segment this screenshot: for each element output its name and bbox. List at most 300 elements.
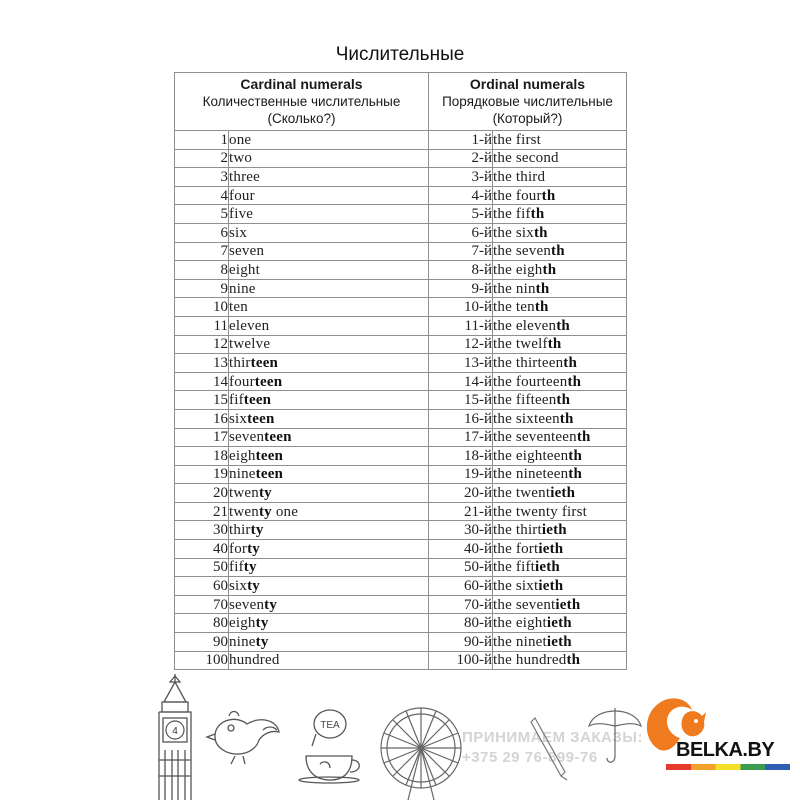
ordinal-number	[429, 614, 493, 633]
cardinal-number-text: 13	[213, 354, 228, 371]
umbrella-sketch	[585, 700, 645, 770]
ordinal-word-stem: the sixt	[493, 578, 539, 595]
ordinal-number-text: 2-й	[471, 150, 492, 167]
ordinal-word	[493, 577, 627, 596]
brand-name: BELKA.BY	[676, 739, 775, 761]
ordinal-word	[493, 465, 627, 484]
ordinal-word-stem: the thirt	[493, 522, 542, 539]
ordinal-word-stem: the second	[493, 150, 559, 167]
ordinal-word-stem: the seventeen	[493, 429, 577, 446]
ordinal-word-stem: the fourteen	[493, 373, 568, 390]
bird-sketch	[205, 706, 285, 766]
cardinal-number	[175, 242, 229, 261]
ordinal-word	[493, 354, 627, 373]
cardinal-number	[175, 372, 229, 391]
cardinal-number-text: 90	[213, 633, 228, 650]
table-row	[175, 354, 627, 373]
ordinal-number	[429, 261, 493, 280]
table-row	[175, 298, 627, 317]
cardinal-word	[229, 595, 429, 614]
ordinal-word-suffix: th	[534, 299, 549, 316]
table-row	[175, 484, 627, 503]
cardinal-word-suffix: ty	[264, 596, 278, 613]
ordinal-number	[429, 521, 493, 540]
cardinal-word-stem: ten	[229, 299, 248, 316]
cardinal-word-stem: seven	[229, 429, 265, 446]
cardinal-number	[175, 502, 229, 521]
ordinal-word	[493, 131, 627, 150]
cardinal-number	[175, 261, 229, 280]
ordinal-word-suffix: ieth	[550, 485, 576, 502]
cardinal-word-suffix: ty	[255, 615, 269, 632]
cardinal-word	[229, 298, 429, 317]
cardinal-number-text: 17	[213, 429, 228, 446]
ordinal-word-suffix: th	[542, 261, 557, 278]
cardinal-word	[229, 633, 429, 652]
ordinal-word-suffix: ieth	[541, 522, 567, 539]
cardinal-number-text: 30	[213, 522, 228, 539]
cardinal-word	[229, 131, 429, 150]
cardinal-number	[175, 205, 229, 224]
cardinal-number	[175, 521, 229, 540]
ordinal-number-text: 80-й	[463, 615, 492, 632]
cardinal-word	[229, 484, 429, 503]
ordinal-number-text: 4-й	[471, 187, 492, 204]
cardinal-word-suffix: ty	[255, 633, 269, 650]
cardinal-word	[229, 465, 429, 484]
table-row	[175, 558, 627, 577]
cardinal-word	[229, 428, 429, 447]
cardinal-number-text: 40	[213, 540, 228, 557]
ordinal-word-stem: the fifteen	[493, 392, 557, 409]
cardinal-word-stem: thir	[229, 354, 251, 371]
cardinal-word	[229, 391, 429, 410]
cardinal-word-stem: nine	[229, 633, 256, 650]
ordinal-word	[493, 298, 627, 317]
cardinal-word-stem: six	[229, 578, 248, 595]
cardinal-word-suffix: teen	[264, 429, 292, 446]
cardinal-word-stem: twen	[229, 485, 259, 502]
table-row	[175, 242, 627, 261]
cardinal-number-text: 100	[205, 652, 228, 669]
cardinal-word	[229, 261, 429, 280]
numerals-table	[174, 72, 627, 670]
ordinal-word-suffix: th	[568, 447, 583, 464]
ordinal-number	[429, 484, 493, 503]
page-title: Числительные	[335, 44, 465, 65]
pen-sketch	[525, 712, 575, 782]
ordinal-number-text: 6-й	[471, 224, 492, 241]
cardinal-number	[175, 447, 229, 466]
ordinal-number	[429, 223, 493, 242]
cardinal-number-text: 3	[220, 168, 228, 185]
ordinal-word-suffix: th	[530, 206, 545, 223]
ordinal-word-suffix: th	[559, 410, 574, 427]
ordinal-word-stem: the twelf	[493, 336, 548, 353]
ordinal-title-en: Ordinal numerals	[469, 76, 586, 92]
ordinal-question: (Который?)	[492, 111, 563, 126]
ordinal-word-stem: the nin	[493, 280, 536, 297]
ordinal-word	[493, 223, 627, 242]
ordinal-number-text: 15-й	[463, 392, 492, 409]
cardinal-number-text: 50	[213, 559, 228, 576]
cardinal-number-text: 1	[220, 131, 228, 148]
cardinal-word-stem: one	[229, 131, 252, 148]
cardinal-word-stem: hundred	[229, 652, 280, 669]
table-row	[175, 186, 627, 205]
table-header-row	[175, 73, 627, 131]
ordinal-word	[493, 242, 627, 261]
ordinal-word	[493, 614, 627, 633]
cardinal-word-stem: six	[229, 410, 248, 427]
cardinal-word	[229, 614, 429, 633]
cardinal-number-text: 20	[213, 485, 228, 502]
cardinal-number	[175, 186, 229, 205]
cardinal-number-text: 16	[213, 410, 228, 427]
cardinal-number	[175, 149, 229, 168]
cardinal-number-text: 9	[220, 280, 228, 297]
ordinal-header	[429, 73, 627, 131]
cardinal-word-stem: fif	[229, 392, 244, 409]
ordinal-number-text: 70-й	[463, 596, 492, 613]
ordinal-number-text: 8-й	[471, 261, 492, 278]
ordinal-number-text: 21-й	[463, 503, 492, 520]
cardinal-word	[229, 316, 429, 335]
cardinal-word-suffix: ty	[258, 503, 272, 520]
clock-label: 4	[172, 726, 178, 737]
cardinal-word-suffix: ty	[258, 485, 272, 502]
ordinal-word	[493, 595, 627, 614]
cardinal-word-stem: fif	[229, 559, 244, 576]
table-row	[175, 633, 627, 652]
ordinal-word	[493, 372, 627, 391]
ordinal-word-stem: the ten	[493, 299, 535, 316]
ordinal-word-stem: the fif	[493, 206, 531, 223]
cardinal-word-stem: seven	[229, 596, 265, 613]
cardinal-number	[175, 577, 229, 596]
cardinal-word-suffix: teen	[254, 373, 283, 390]
ordinal-word-suffix: ieth	[538, 578, 564, 595]
ordinal-word-stem: the first	[493, 131, 542, 148]
ordinal-number	[429, 335, 493, 354]
cardinal-word	[229, 447, 429, 466]
cardinal-word-suffix: ty	[250, 522, 264, 539]
ordinal-word-suffix: th	[533, 224, 548, 241]
ordinal-number-text: 16-й	[463, 410, 492, 427]
ordinal-number-text: 17-й	[463, 429, 492, 446]
cardinal-word-stem: thir	[229, 522, 251, 539]
cardinal-number-text: 10	[213, 299, 228, 316]
ordinal-number-text: 11-й	[464, 317, 492, 334]
ordinal-word	[493, 186, 627, 205]
watermark-line-1: ПРИНИМАЕМ ЗАКАЗЫ:	[462, 729, 643, 746]
ordinal-word-suffix: th	[567, 373, 582, 390]
watermark-line-2: +375 29 76-899-76	[462, 749, 598, 766]
ordinal-number	[429, 391, 493, 410]
table-row	[175, 540, 627, 559]
table-row	[175, 651, 627, 670]
ordinal-word-suffix: th	[547, 336, 562, 353]
ordinal-word	[493, 502, 627, 521]
ordinal-number	[429, 447, 493, 466]
ordinal-number-text: 3-й	[471, 168, 492, 185]
table-row	[175, 465, 627, 484]
cardinal-word-stem: twen	[229, 503, 259, 520]
cardinal-word-stem: eleven	[229, 317, 270, 334]
cardinal-word	[229, 205, 429, 224]
ordinal-number-text: 13-й	[463, 354, 492, 371]
table-row	[175, 614, 627, 633]
cardinal-number-text: 11	[213, 317, 228, 334]
ordinal-number-text: 10-й	[463, 299, 492, 316]
cardinal-number	[175, 279, 229, 298]
cardinal-number	[175, 595, 229, 614]
ordinal-word-suffix: ieth	[535, 559, 560, 576]
tea-label: TEA	[320, 720, 340, 731]
ordinal-word-stem: the fort	[493, 540, 539, 557]
cardinal-word-tail: one	[271, 503, 299, 520]
cardinal-word	[229, 409, 429, 428]
cardinal-number	[175, 540, 229, 559]
ordinal-word-suffix: th	[568, 466, 583, 483]
ordinal-number	[429, 595, 493, 614]
cardinal-word-stem: four	[229, 373, 255, 390]
cardinal-word	[229, 186, 429, 205]
ferris-wheel-sketch	[376, 700, 466, 800]
cardinal-number	[175, 614, 229, 633]
ordinal-word	[493, 168, 627, 187]
ordinal-number-text: 14-й	[463, 373, 492, 390]
big-ben-sketch	[150, 672, 200, 800]
ordinal-number	[429, 354, 493, 373]
cardinal-word-suffix: ty	[247, 578, 261, 595]
ordinal-number	[429, 540, 493, 559]
ordinal-word-stem: the eight	[493, 615, 547, 632]
ordinal-word-suffix: ieth	[538, 540, 564, 557]
cardinal-number-text: 15	[213, 392, 228, 409]
ordinal-word	[493, 521, 627, 540]
cardinal-number	[175, 316, 229, 335]
cardinal-word-suffix: ty	[243, 559, 257, 576]
ordinal-word	[493, 447, 627, 466]
ordinal-word-stem: the six	[493, 224, 534, 241]
ordinal-word-suffix: ieth	[555, 596, 581, 613]
ordinal-number	[429, 558, 493, 577]
cardinal-number-text: 12	[213, 336, 228, 353]
ordinal-word-stem: the sevent	[493, 596, 556, 613]
cardinal-number-text: 21	[213, 503, 228, 520]
cardinal-word-stem: two	[229, 150, 253, 167]
cardinal-word	[229, 242, 429, 261]
cardinal-number	[175, 168, 229, 187]
cardinal-word-stem: twelve	[229, 336, 271, 353]
ordinal-word-stem: the nineteen	[493, 466, 569, 483]
cardinal-number	[175, 354, 229, 373]
ordinal-word-suffix: th	[556, 392, 571, 409]
cardinal-number	[175, 391, 229, 410]
ordinal-number	[429, 428, 493, 447]
ordinal-number-text: 90-й	[463, 633, 492, 650]
ordinal-number-text: 1-й	[471, 131, 492, 148]
ordinal-word	[493, 261, 627, 280]
cardinal-number	[175, 633, 229, 652]
cardinal-word	[229, 149, 429, 168]
ordinal-word	[493, 428, 627, 447]
table-row	[175, 131, 627, 150]
table-row	[175, 595, 627, 614]
ordinal-word-suffix: th	[563, 354, 578, 371]
ordinal-word-stem: the sixteen	[493, 410, 560, 427]
table-row	[175, 205, 627, 224]
ordinal-number	[429, 186, 493, 205]
cardinal-number	[175, 558, 229, 577]
cardinal-number-text: 60	[213, 578, 228, 595]
cardinal-word-stem: for	[229, 540, 248, 557]
table-row	[175, 335, 627, 354]
cardinal-number	[175, 465, 229, 484]
ordinal-number-text: 9-й	[471, 280, 492, 297]
ordinal-number	[429, 168, 493, 187]
cardinal-word-suffix: teen	[250, 354, 279, 371]
ordinal-word-stem: the third	[493, 168, 546, 185]
ordinal-word-stem: the thirteen	[493, 354, 564, 371]
cardinal-title-ru: Количественные числительные	[202, 94, 401, 109]
cardinal-number-text: 14	[213, 373, 228, 390]
cardinal-word	[229, 540, 429, 559]
cardinal-title-en: Cardinal numerals	[240, 76, 363, 92]
ordinal-number-text: 50-й	[463, 559, 492, 576]
cardinal-word-stem: seven	[229, 243, 265, 260]
ordinal-word-suffix: th	[576, 429, 591, 446]
ordinal-title-ru: Порядковые числительные	[442, 94, 613, 109]
ordinal-number-text: 12-й	[463, 336, 492, 353]
ordinal-number	[429, 279, 493, 298]
ordinal-number	[429, 409, 493, 428]
cardinal-word-suffix: ty	[247, 540, 260, 557]
ordinal-word-suffix: ieth	[546, 615, 572, 632]
cardinal-word-stem: four	[229, 187, 255, 204]
cardinal-word-suffix: teen	[255, 447, 284, 464]
cardinal-number-text: 8	[220, 261, 228, 278]
cardinal-number	[175, 131, 229, 150]
cardinal-word-suffix: teen	[247, 410, 275, 427]
cardinal-word	[229, 577, 429, 596]
cardinal-number-text: 4	[220, 187, 228, 204]
ordinal-word	[493, 149, 627, 168]
ordinal-number	[429, 577, 493, 596]
ordinal-number	[429, 633, 493, 652]
cardinal-number	[175, 223, 229, 242]
ordinal-number-text: 60-й	[463, 578, 492, 595]
table-row	[175, 521, 627, 540]
ordinal-number-text: 30-й	[463, 522, 492, 539]
cardinal-word-suffix: teen	[243, 392, 272, 409]
cardinal-word-stem: nine	[229, 466, 256, 483]
cardinal-number	[175, 335, 229, 354]
table-row	[175, 409, 627, 428]
cardinal-word-stem: eight	[229, 261, 260, 278]
table-row	[175, 316, 627, 335]
cardinal-word-stem: nine	[229, 280, 256, 297]
table-row	[175, 577, 627, 596]
table-row	[175, 447, 627, 466]
ordinal-number	[429, 298, 493, 317]
ordinal-word-stem: the twent	[493, 485, 551, 502]
cardinal-word	[229, 558, 429, 577]
ordinal-number-text: 100-й	[456, 652, 492, 669]
ordinal-word-suffix: ieth	[546, 633, 572, 650]
ordinal-word	[493, 391, 627, 410]
ordinal-word	[493, 558, 627, 577]
ordinal-number-text: 18-й	[463, 447, 492, 464]
ordinal-word-stem: the twenty first	[493, 503, 588, 520]
table-row	[175, 372, 627, 391]
cardinal-word	[229, 223, 429, 242]
ordinal-word-suffix: th	[541, 187, 556, 204]
ordinal-word-suffix: th	[566, 652, 581, 669]
ordinal-number-text: 20-й	[463, 485, 492, 502]
cardinal-number	[175, 651, 229, 670]
cardinal-word-suffix: teen	[255, 466, 284, 483]
cardinal-number	[175, 428, 229, 447]
ordinal-word	[493, 205, 627, 224]
ordinal-word-stem: the eigh	[493, 261, 543, 278]
ordinal-word-suffix: th	[551, 243, 565, 260]
cardinal-number	[175, 484, 229, 503]
ordinal-number	[429, 242, 493, 261]
ordinal-number-text: 7-й	[471, 243, 492, 260]
ordinal-word-stem: the eleven	[493, 317, 557, 334]
cardinal-number-text: 70	[213, 596, 228, 613]
cardinal-word	[229, 372, 429, 391]
ordinal-number-text: 5-й	[471, 206, 492, 223]
ordinal-word-stem: the ninet	[493, 633, 547, 650]
ordinal-word-stem: the seven	[493, 243, 552, 260]
cardinal-word-stem: six	[229, 224, 248, 241]
ordinal-word	[493, 651, 627, 670]
ordinal-word	[493, 409, 627, 428]
cardinal-number	[175, 409, 229, 428]
table-row	[175, 261, 627, 280]
cardinal-number-text: 18	[213, 447, 228, 464]
ordinal-word-stem: the four	[493, 187, 542, 204]
ordinal-word	[493, 316, 627, 335]
ordinal-word	[493, 279, 627, 298]
cardinal-word	[229, 502, 429, 521]
cardinal-number	[175, 298, 229, 317]
cardinal-word	[229, 521, 429, 540]
cardinal-header	[175, 73, 429, 131]
ordinal-word	[493, 633, 627, 652]
ordinal-word-stem: the fift	[493, 559, 536, 576]
ordinal-word	[493, 540, 627, 559]
cardinal-question: (Сколько?)	[267, 111, 336, 126]
ordinal-word-stem: the eighteen	[493, 447, 569, 464]
ordinal-number	[429, 316, 493, 335]
cardinal-word-stem: eigh	[229, 615, 256, 632]
table-row	[175, 428, 627, 447]
ordinal-number	[429, 205, 493, 224]
ordinal-number	[429, 149, 493, 168]
ordinal-number	[429, 465, 493, 484]
ordinal-number	[429, 131, 493, 150]
table-row	[175, 149, 627, 168]
table-row	[175, 223, 627, 242]
ordinal-number	[429, 651, 493, 670]
cardinal-word	[229, 279, 429, 298]
cardinal-word-stem: five	[229, 206, 254, 223]
cardinal-word	[229, 651, 429, 670]
